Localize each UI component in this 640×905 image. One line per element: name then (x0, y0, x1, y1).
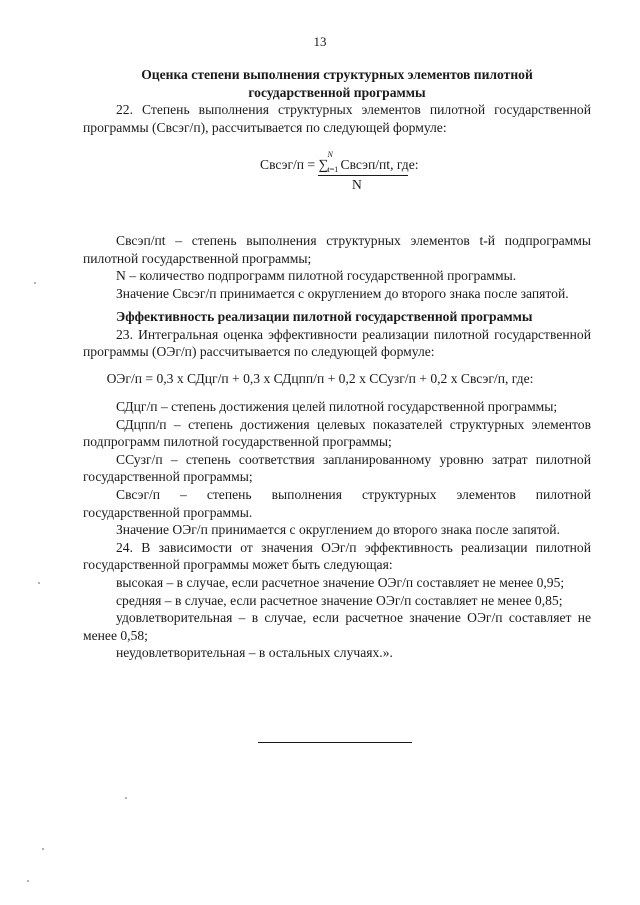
formula-svseg-lhs: Свсэг/п = (260, 157, 319, 172)
level-satisfactory: удовлетворительная – в случае, если расчетное значение ОЭг/п составляет не менее 0,58; (83, 610, 591, 643)
section-evaluation (83, 66, 591, 136)
section-definitions-1 (83, 232, 591, 302)
heading-efficiency: Эффективность реализации пилотной государственной программы (116, 309, 533, 324)
section-efficiency (83, 308, 591, 361)
scan-speck (34, 282, 36, 284)
paragraph-23: 23. Интегральная оценка эффективности реализации пилотной государственной программы (ОЭг/п) рассчитывается по следующей формуле: (83, 326, 591, 360)
scan-speck (27, 880, 29, 882)
sum-lower-limit: t=1 (327, 165, 339, 174)
level-high: высокая – в случае, если расчетное значение ОЭг/п составляет не менее 0,95; (116, 574, 565, 590)
formula-svseg-term: Свсэп/пt (340, 157, 391, 172)
scan-speck (125, 797, 127, 799)
sum-upper-limit: N (327, 150, 333, 159)
definition-ssuz: ССузг/п – степень соответствия запланированному уровню затрат пилотной государственной программы; (83, 451, 591, 485)
paragraph-22: 22. Степень выполнения структурных элементов пилотной государственной программы (Свсэг/п), рассчитывается по следующей формуле: (83, 102, 591, 135)
closing-rule (258, 742, 412, 743)
formula-svseg-numerator (260, 150, 419, 174)
definition-sdcg: СДцг/п – степень достижения целей пилотной государственной программы; (116, 399, 558, 414)
definition-n: N – количество подпрограмм пилотной государственной программы. (116, 268, 517, 284)
paragraph-24: 24. В зависимости от значения ОЭг/п эффективность реализации пилотной государственной программы может быть следующая: (83, 539, 591, 573)
fraction-bar (318, 175, 408, 176)
definition-svseg: Свсэг/п – степень выполнения структурных элементов пилотной государственной программы. (83, 486, 591, 520)
formula-svseg-denominator: N (352, 177, 362, 192)
formula-oeg: ОЭг/п = 0,3 x СДцг/п + 0,3 x СДцпп/п + 0,2 x ССузг/п + 0,2 x Свсэг/п, где: (106, 371, 534, 386)
definition-sdcpp: СДцпп/п – степень достижения целевых показателей структурных элементов подпрограмм пилотной государственной программы; (83, 416, 591, 450)
section-definitions-2 (83, 398, 591, 662)
scan-speck (38, 582, 40, 584)
formula-svseg-tail: , где: (390, 157, 419, 172)
level-unsatisfactory: неудовлетворительная – в остальных случаях.». (116, 645, 393, 661)
level-medium: средняя – в случае, если расчетное значение ОЭг/п составляет не менее 0,85; (116, 592, 563, 608)
rounding-note-2: Значение ОЭг/п принимается с округлением до второго знака после запятой. (116, 522, 560, 538)
rounding-note-1: Значение Свсэг/п принимается с округлением до второго знака после запятой. (116, 285, 569, 301)
page-number: 13 (313, 34, 327, 49)
heading-structural-elements: Оценка степени выполнения структурных элементов пилотной государственной программы (141, 67, 533, 100)
sum-symbol: ∑ N t=1 (318, 150, 339, 174)
definition-svsep: Свсэп/пt – степень выполнения структурных элементов t-й подпрограммы пилотной государственной программы; (83, 233, 591, 266)
scan-speck (42, 848, 44, 850)
